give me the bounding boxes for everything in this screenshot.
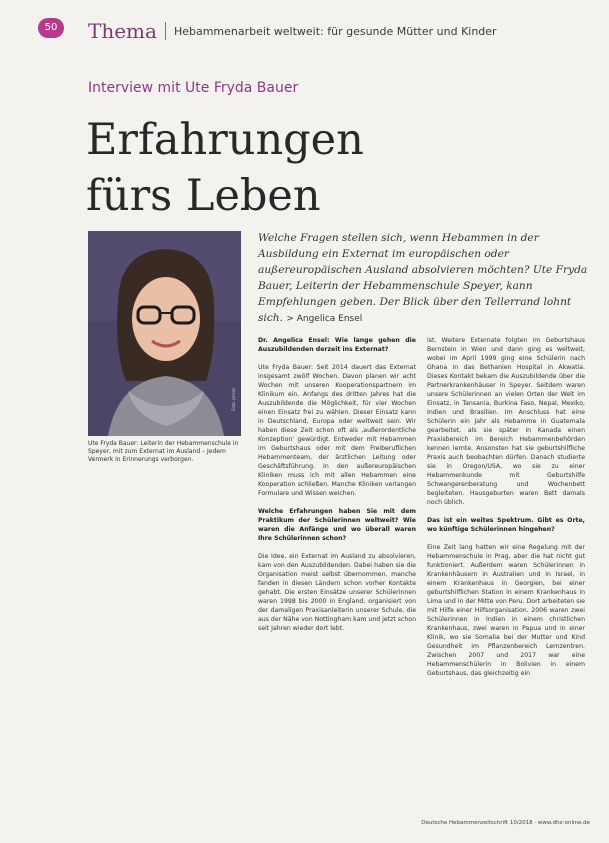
byline: > Angelica Ensel — [286, 314, 363, 324]
page-footer: Deutsche Hebammenzeitschrift 10/2018 · www.dhz-online.de — [421, 820, 590, 826]
section-subtitle: Hebammenarbeit weltweit: für gesunde Mütter und Kinder — [173, 24, 497, 38]
lead-text: Welche Fragen stellen sich, wenn Hebammen in der Ausbildung ein Externat im europäischen oder außereuropäischen Ausland absolvieren möchten? Ute Fryda Bauer, Leiterin der Hebammenschule Speyer, kann Empfehlungen geben. Der Blick über den Tellerrand lohnt sich. — [258, 232, 588, 324]
section-title: Thema — [88, 19, 157, 43]
title-line-2: fürs Leben — [86, 171, 321, 221]
photo-caption: Ute Fryda Bauer: Leiterin der Hebammenschule in Speyer, mit zum Externat im Ausland – Jedem Vermerk in Erinnerungs verborgen. — [88, 440, 239, 463]
header-divider — [165, 22, 166, 40]
article-lead — [258, 230, 588, 327]
answer: Ute Fryda Bauer: Seit 2014 dauert das Externat insgesamt zwölf Wochen. Davon planen wir acht Wochen mit unseren Kooperationspartnern im Klinikum ein. Anfangs des dritten Jahres hat die Auszubildende die Möglichkeit, für vier Wochen einen Einsatz frei zu wählen. Dieser Einsatz kann in Deutschland, Europa oder weltweit sein. Wir haben diese Zeit schon oft als ‚außerordentliche Konzeption' gewürdigt. Entweder mit Hebammen im Geburtshaus oder mit dem Freiberuflichen Hebammenteam, der ärztlichen Leitung oder Geschäftsführung. In den außereuropäischen Kliniken muss ich mit allen Hebammen eine Kooperation schließen. Manche Kliniken verlangen Formulare und Wissen weichen. — [258, 364, 416, 497]
interview-column-2 — [427, 336, 585, 687]
answer: Eine Zeit lang hatten wir eine Regelung mit der Hebammenschule in Prag, aber die hat nicht gut funktioniert. Außerdem waren Schülerinnen in Krankenhäusern in Australien und in Israel, in einem Krankenhaus in Georgien, bei einer geburtshilflichen Station in einem Krankenhaus in Lima und in der Mitte von Peru. Dort arbeiteten sie mit Hilfe einer Hilfsorganisation. 2006 waren zwei Schülerinnen in Indien in einem christlichen Krankenhaus, zwei waren in Papua und in einer Klinik, wo sie Somalia bei der Mutter und Kind Gesundheit im Pflanzenbereich Lernzentren. Zwischen 2007 und 2017 war eine Hebammenschülerin in Bolivien in einem Geburtshaus, das gleichzeitig ein — [427, 544, 585, 677]
question: Welche Erfahrungen haben Sie mit dem Praktikum der Schülerinnen weltweit? Wie waren die Anfänge und wo überall waren Ihre Schülerinnen schon? — [258, 508, 416, 542]
portrait-photo — [88, 231, 241, 436]
answer: ist. Weitere Externate folgten im Geburtshaus Bernstein in Wien und dann ging es weltweit, wobei im April 1999 ging eine Schülerin nach Ghana in das Bethanien Hospital in Akwatia. Dieses Kontakt bekam die Auszubildende über die Partnerkrankenhäuser in Speyer. Seitdem waren unsere Schülerinnen an vielen Orten der Welt im Einsatz, in Tansania, Burkina Faso, Nepal, Mexiko, Indien und Brasilien. Im Anschluss hat eine Schülerin ein Jahr als Hebamme in Guatemala gearbeitet, als sie später in Kanada einen Praxisbereich im Bereich Hebammenbehörden kennen lernte. Ansonsten hat sie geburtshilfliche Praxis auch beobachten dürfen. Danach studierte sie in Oregon/USA, wo sie zu einer Hebammenkunde mit Geburtshilfe Schwangerenberatung und Wochenbett begleiteten. Hausgeburten waren Bett damals noch üblich. — [427, 337, 585, 506]
article-kicker: Interview mit Ute Fryda Bauer — [88, 80, 299, 96]
page-number-badge: 50 — [38, 18, 64, 38]
answer: Die Idee, ein Externat im Ausland zu absolvieren, kam von den Auszubildenden. Dabei haben sie die Organisation meist selbst übernommen, manche fanden in diesen Ländern schon vorher Kontakte gehabt. Die ersten Einsätze unserer Schülerinnen waren 1998 bis 2000 in England, organisiert von der damaligen Praxisanleiterin unserer Schule, die aus der Nähe von Nottingham kam und jetzt schon seit Jahren wieder dort lebt. — [258, 553, 416, 632]
question: Das ist ein weites Spektrum. Gibt es Orte, wo künftige Schülerinnen hingehen? — [427, 517, 585, 533]
title-line-1: Erfahrungen — [86, 115, 364, 165]
photo-credit: Foto: privat — [231, 388, 236, 411]
interview-column-1 — [258, 336, 416, 642]
article-title — [86, 112, 364, 224]
section-header — [88, 18, 588, 44]
question: Dr. Angelica Ensel: Wie lange gehen die Auszubildenden derzeit ins Externat? — [258, 337, 416, 353]
